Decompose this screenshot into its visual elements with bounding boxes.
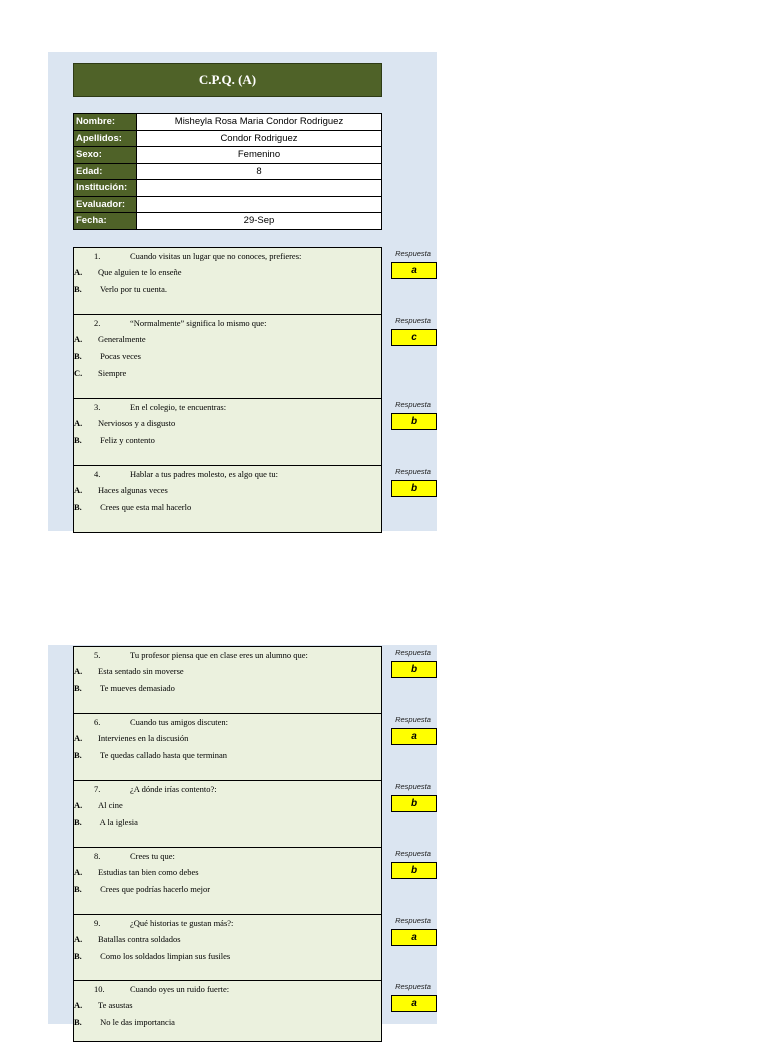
option-letter: A. — [74, 418, 83, 428]
response-label: Respuesta — [395, 916, 431, 925]
answer-option — [74, 1000, 133, 1010]
question-text — [94, 402, 226, 412]
question-box — [73, 980, 382, 1042]
response-answer-cell[interactable]: b — [391, 413, 437, 430]
response-label: Respuesta — [395, 715, 431, 724]
info-row-sexo — [74, 147, 382, 164]
response-answer-cell[interactable]: b — [391, 661, 437, 678]
question-number: 5. — [94, 650, 101, 660]
option-text: Crees que esta mal hacerlo — [98, 502, 192, 512]
question-number: 1. — [94, 251, 101, 261]
response-label: Respuesta — [395, 249, 431, 258]
response-answer-cell[interactable]: c — [391, 329, 437, 346]
response-answer-cell[interactable]: a — [391, 728, 437, 745]
option-text: Crees que podrías hacerlo mejor — [98, 884, 211, 894]
question-number: 3. — [94, 402, 101, 412]
info-value[interactable] — [137, 196, 382, 213]
option-text: Verlo por tu cuenta. — [98, 284, 168, 294]
option-letter: A. — [74, 733, 83, 743]
question-prompt: Tu profesor piensa que en clase eres un alumno que: — [130, 650, 308, 660]
question-text — [94, 918, 233, 928]
answer-option — [74, 435, 155, 445]
option-letter: A. — [74, 485, 83, 495]
option-text: Te quedas callado hasta que terminan — [98, 750, 228, 760]
question-number: 10. — [94, 984, 105, 994]
option-text: A la iglesia — [98, 817, 138, 827]
response-label: Respuesta — [395, 982, 431, 991]
question-prompt: ¿Qué historias te gustan más?: — [130, 918, 234, 928]
response-answer-cell[interactable]: a — [391, 929, 437, 946]
option-letter: B. — [74, 1017, 82, 1027]
question-prompt: Cuando visitas un lugar que no conoces, prefieres: — [130, 251, 302, 261]
option-letter: B. — [74, 884, 82, 894]
question-prompt: En el colegio, te encuentras: — [130, 402, 227, 412]
answer-option — [74, 334, 146, 344]
info-row-fecha — [74, 213, 382, 230]
info-value[interactable]: 8 — [137, 163, 382, 180]
response-label: Respuesta — [395, 648, 431, 657]
question-text — [94, 469, 278, 479]
option-letter: B. — [74, 351, 82, 361]
option-text: Esta sentado sin moverse — [98, 666, 184, 676]
question-number: 7. — [94, 784, 101, 794]
option-text: Batallas contra soldados — [98, 934, 181, 944]
option-letter: B. — [74, 817, 82, 827]
question-number: 6. — [94, 717, 101, 727]
option-text: Haces algunas veces — [98, 485, 168, 495]
info-label: Apellidos: — [74, 130, 137, 147]
answer-option — [74, 368, 126, 378]
question-number: 4. — [94, 469, 101, 479]
response-label: Respuesta — [395, 316, 431, 325]
option-letter: A. — [74, 800, 83, 810]
answer-option — [74, 485, 168, 495]
question-box — [73, 713, 382, 781]
option-text: Como los soldados limpian sus fusiles — [98, 951, 231, 961]
info-row-edad — [74, 163, 382, 180]
question-box — [73, 780, 382, 848]
info-value[interactable]: Misheyla Rosa Maria Condor Rodriguez — [137, 114, 382, 131]
question-text — [94, 717, 228, 727]
question-prompt: Crees tu que: — [130, 851, 175, 861]
option-letter: C. — [74, 368, 83, 378]
info-label: Edad: — [74, 163, 137, 180]
response-answer-cell[interactable]: b — [391, 862, 437, 879]
option-text: Te mueves demasiado — [98, 683, 175, 693]
question-text — [94, 251, 301, 261]
option-letter: A. — [74, 267, 83, 277]
question-box — [73, 247, 382, 315]
info-value[interactable]: Condor Rodriguez — [137, 130, 382, 147]
answer-option — [74, 351, 141, 361]
info-row-evaluador — [74, 196, 382, 213]
question-text — [94, 784, 217, 794]
response-label: Respuesta — [395, 849, 431, 858]
answer-option — [74, 1017, 175, 1027]
question-box — [73, 847, 382, 915]
info-value[interactable]: 29-Sep — [137, 213, 382, 230]
form-title: C.P.Q. (A) — [73, 63, 382, 97]
question-number: 2. — [94, 318, 101, 328]
option-text: Te asustas — [98, 1000, 133, 1010]
answer-option — [74, 800, 123, 810]
answer-option — [74, 884, 210, 894]
answer-option — [74, 502, 191, 512]
question-text — [94, 318, 266, 328]
option-letter: B. — [74, 435, 82, 445]
response-label: Respuesta — [395, 467, 431, 476]
info-row-institucion — [74, 180, 382, 197]
question-text — [94, 650, 308, 660]
option-text: Siempre — [98, 368, 127, 378]
answer-option — [74, 284, 167, 294]
answer-option — [74, 934, 181, 944]
question-number: 9. — [94, 918, 101, 928]
answer-option — [74, 733, 188, 743]
response-answer-cell[interactable]: a — [391, 995, 437, 1012]
question-box — [73, 398, 382, 466]
option-letter: B. — [74, 750, 82, 760]
info-value[interactable]: Femenino — [137, 147, 382, 164]
question-box — [73, 646, 382, 714]
info-label: Sexo: — [74, 147, 137, 164]
option-letter: A. — [74, 666, 83, 676]
answer-option — [74, 867, 199, 877]
info-label: Evaluador: — [74, 196, 137, 213]
info-table — [73, 113, 382, 230]
option-letter: B. — [74, 284, 82, 294]
answer-option — [74, 683, 175, 693]
option-text: Generalmente — [98, 334, 146, 344]
question-prompt: Cuando tus amigos discuten: — [130, 717, 228, 727]
option-text: Pocas veces — [98, 351, 141, 361]
question-prompt: Cuando oyes un ruido fuerte: — [130, 984, 230, 994]
option-text: Nerviosos y a disgusto — [98, 418, 176, 428]
info-value[interactable] — [137, 180, 382, 197]
answer-option — [74, 750, 227, 760]
option-text: Feliz y contento — [98, 435, 155, 445]
answer-option — [74, 666, 184, 676]
answer-option — [74, 267, 182, 277]
response-answer-cell[interactable]: b — [391, 480, 437, 497]
info-row-apellidos — [74, 130, 382, 147]
question-box — [73, 465, 382, 533]
question-prompt: ¿A dónde irías contento?: — [130, 784, 217, 794]
question-prompt: Hablar a tus padres molesto, es algo que tu: — [130, 469, 279, 479]
option-letter: A. — [74, 334, 83, 344]
response-label: Respuesta — [395, 782, 431, 791]
option-text: No le das importancia — [98, 1017, 175, 1027]
info-label: Fecha: — [74, 213, 137, 230]
option-letter: A. — [74, 934, 83, 944]
option-text: Que alguien te lo enseñe — [98, 267, 182, 277]
question-box — [73, 914, 382, 981]
response-label: Respuesta — [395, 400, 431, 409]
option-letter: B. — [74, 502, 82, 512]
answer-option — [74, 817, 138, 827]
response-answer-cell[interactable]: b — [391, 795, 437, 812]
question-text — [94, 851, 175, 861]
option-letter: A. — [74, 867, 83, 877]
answer-option — [74, 418, 175, 428]
option-letter: B. — [74, 951, 82, 961]
option-text: Al cine — [98, 800, 123, 810]
option-text: Estudias tan bien como debes — [98, 867, 199, 877]
question-text — [94, 984, 229, 994]
option-text: Intervienes en la discusión — [98, 733, 189, 743]
option-letter: B. — [74, 683, 82, 693]
question-number: 8. — [94, 851, 101, 861]
question-box — [73, 314, 382, 399]
info-label: Institución: — [74, 180, 137, 197]
question-prompt: “Normalmente” significa lo mismo que: — [130, 318, 267, 328]
answer-option — [74, 951, 230, 961]
response-answer-cell[interactable]: a — [391, 262, 437, 279]
info-row-nombre — [74, 114, 382, 131]
option-letter: A. — [74, 1000, 83, 1010]
info-label: Nombre: — [74, 114, 137, 131]
